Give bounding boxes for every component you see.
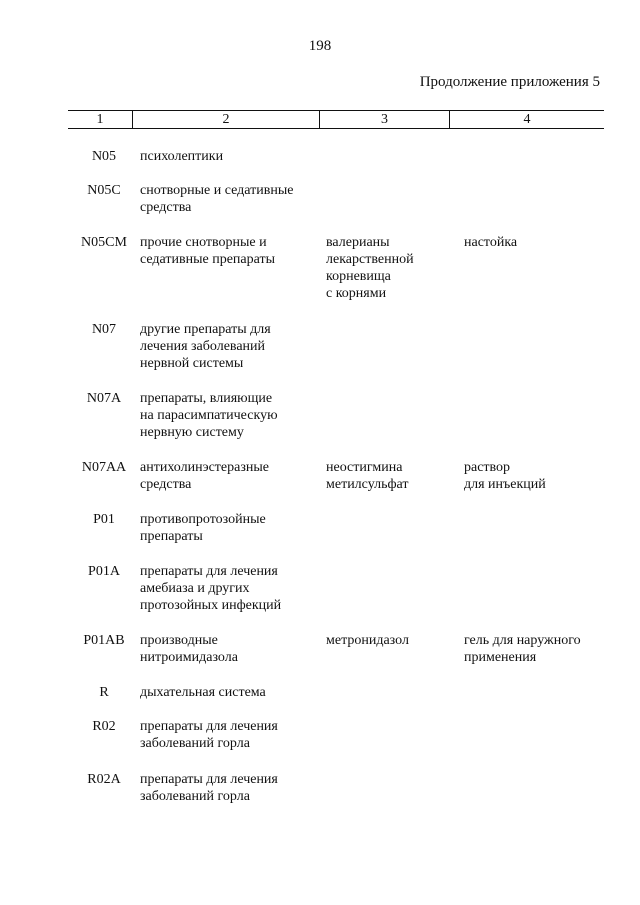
atc-code: P01 [93,512,115,527]
atc-code: R02 [92,719,116,734]
page-number: 198 [308,38,332,54]
group-name: препараты для лечения заболеваний горла [140,719,278,751]
atc-code: R [99,685,109,700]
group-name: прочие снотворные и седативные препараты [140,235,276,267]
group-name: снотворные и седативные средства [140,183,294,215]
continuation-label: Продолжение приложения 5 [419,74,600,90]
group-name: препараты, влияющие на парасимпатическую нервную систему [140,391,278,440]
header-col-3: 3 [381,112,388,127]
dosage-form: настойка [464,235,518,250]
atc-code: N05CM [81,235,127,250]
header-col-2: 2 [222,112,230,127]
atc-code: N05 [91,149,117,164]
atc-code: R02A [87,772,121,787]
atc-code: N05C [87,183,121,198]
dosage-form: гель для наружного применения [464,633,581,665]
atc-code: N07AA [81,460,127,475]
group-name: дыхательная система [140,685,266,700]
group-name: производные нитроимидазола [140,633,238,665]
dosage-form: раствор для инъекций [464,460,546,492]
group-name: препараты для лечения амебиаза и других протозойных инфекций [140,564,282,613]
group-name: другие препараты для лечения заболеваний нервной системы [140,322,271,371]
substance-name: метронидазол [326,633,409,648]
header-col-1: 1 [96,112,104,127]
table-header [68,110,604,129]
group-name: антихолинэстеразные средства [140,460,269,492]
atc-code: P01AB [83,633,125,648]
group-name: психолептики [140,149,224,164]
substance-name: валерианы лекарственной корневища с корнями [326,235,414,301]
atc-code: N07A [86,391,122,406]
header-col-4: 4 [523,112,531,127]
atc-code: N07 [91,322,117,337]
group-name: препараты для лечения заболеваний горла [140,772,278,804]
group-name: противопротозойные препараты [140,512,266,544]
atc-code: P01A [88,564,120,579]
substance-name: неостигмина метилсульфат [326,460,409,492]
